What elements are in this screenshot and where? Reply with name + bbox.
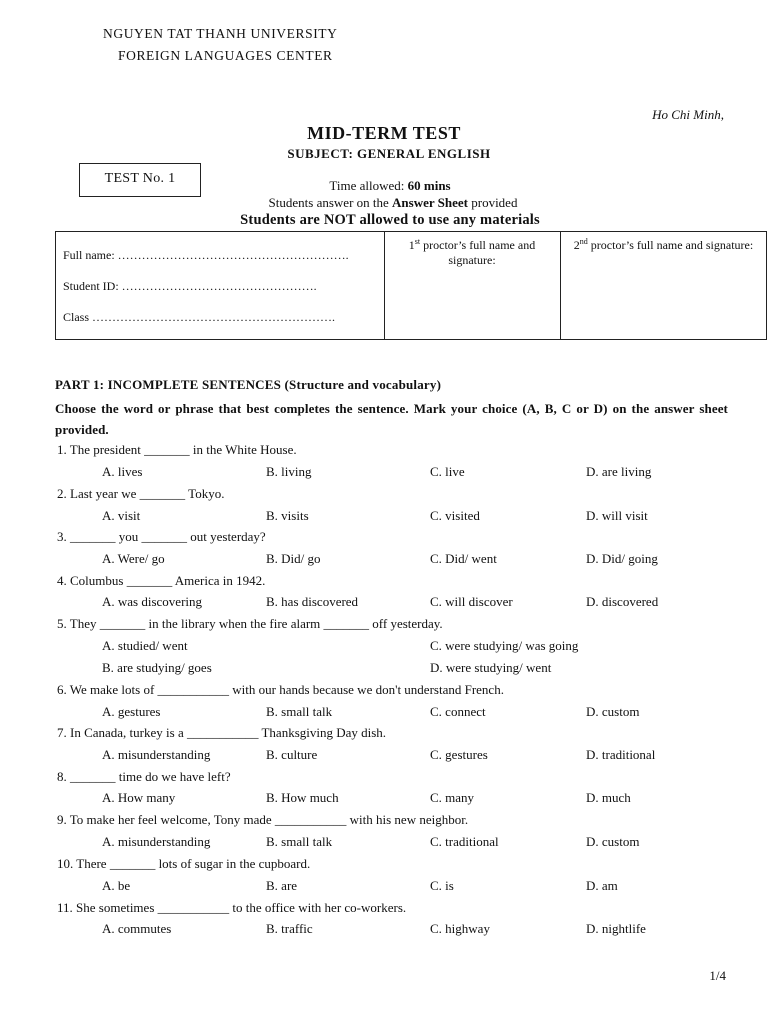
question-text: 2. Last year we _______ Tokyo. (57, 486, 225, 501)
exam-subject: SUBJECT: GENERAL ENGLISH (287, 146, 491, 161)
option-d: D. am (586, 878, 618, 893)
proctor1-label: proctor’s full name and signature: (420, 238, 536, 267)
question-text: 11. She sometimes ___________ to the office with her co-workers. (57, 900, 407, 915)
proctor1-cell (384, 232, 561, 339)
option-c: C. connect (430, 704, 486, 719)
option-d: D. are living (586, 464, 652, 479)
option-c: C. were studying/ was going (430, 638, 579, 653)
answer-instruction (0, 195, 768, 211)
option-b: B. visits (266, 508, 309, 523)
proctor2-label: proctor’s full name and signature: (587, 238, 754, 252)
exam-title: MID-TERM TEST (307, 123, 461, 143)
question-text: 6. We make lots of ___________ with our hands because we don't understand French. (57, 682, 504, 697)
question-text: 10. There _______ lots of sugar in the cupboard. (57, 856, 311, 871)
question-text: 8. _______ time do we have left? (57, 769, 231, 784)
option-a: A. commutes (102, 921, 172, 936)
university-name: NGUYEN TAT THANH UNIVERSITY (103, 26, 338, 41)
materials-warning: Students are NOT allowed to use any materials (240, 212, 540, 228)
student-id-field: Student ID: …………………………………………. (63, 279, 317, 293)
option-d: D. were studying/ went (430, 660, 552, 675)
option-c: C. will discover (430, 594, 513, 609)
option-b: B. has discovered (266, 594, 359, 609)
option-b: B. culture (266, 747, 318, 762)
option-c: C. Did/ went (430, 551, 497, 566)
option-d: D. Did/ going (586, 551, 658, 566)
option-a: A. Were/ go (102, 551, 165, 566)
time-value: 60 mins (407, 178, 451, 193)
option-d: D. custom (586, 834, 640, 849)
option-c: C. is (430, 878, 454, 893)
option-d: D. traditional (586, 747, 656, 762)
time-allowed (0, 178, 768, 194)
proctor1-number: 1 (408, 238, 415, 252)
option-d: D. custom (586, 704, 640, 719)
question-text: 5. They _______ in the library when the fire alarm _______ off yesterday. (57, 616, 443, 631)
option-b: B. small talk (266, 834, 333, 849)
class-field: Class ……………………………………………………. (63, 310, 336, 324)
institution-header (103, 26, 338, 70)
option-c: C. traditional (430, 834, 499, 849)
option-a: A. lives (102, 464, 143, 479)
option-d: D. discovered (586, 594, 659, 609)
full-name-field: Full name: …………………………………………………. (63, 248, 349, 262)
proctor2-ordinal: nd (579, 237, 588, 246)
time-label: Time allowed: (329, 178, 408, 193)
answer-sheet-label: Answer Sheet (392, 195, 468, 210)
proctor2-cell (561, 232, 766, 339)
question-text: 7. In Canada, turkey is a ___________ Thanksgiving Day dish. (57, 725, 387, 740)
option-a: A. visit (102, 508, 141, 523)
option-d: D. will visit (586, 508, 648, 523)
option-a: A. How many (102, 790, 176, 805)
option-b: B. traffic (266, 921, 313, 936)
option-b: B. are (266, 878, 298, 893)
option-a: A. gestures (102, 704, 161, 719)
student-info-table (55, 231, 767, 340)
part1-title: PART 1: INCOMPLETE SENTENCES (Structure and vocabulary) (55, 377, 442, 392)
proctor2-number: 2 (573, 238, 580, 252)
option-b: B. are studying/ goes (102, 660, 212, 675)
option-a: A. misunderstanding (102, 747, 211, 762)
option-a: A. was discovering (102, 594, 203, 609)
option-c: C. highway (430, 921, 490, 936)
option-c: C. gestures (430, 747, 488, 762)
test-number-box: TEST No. 1 (79, 163, 201, 197)
option-a: A. misunderstanding (102, 834, 211, 849)
center-name: FOREIGN LANGUAGES CENTER (118, 48, 333, 63)
page-number: 1/4 (709, 968, 726, 983)
option-a: A. be (102, 878, 131, 893)
option-c: C. live (430, 464, 465, 479)
proctor1-ordinal: st (414, 237, 421, 246)
option-b: B. How much (266, 790, 339, 805)
option-a: A. studied/ went (102, 638, 188, 653)
question-text: 3. _______ you _______ out yesterday? (57, 529, 266, 544)
student-details-cell (56, 232, 385, 339)
option-b: B. Did/ go (266, 551, 321, 566)
question-text: 4. Columbus _______ America in 1942. (57, 573, 266, 588)
part1-instructions: Choose the word or phrase that best completes the sentence. Mark your choice (A, B, C or D) on the answer sheet provided. (55, 401, 728, 437)
question-text: 9. To make her feel welcome, Tony made ___________ with his new neighbor. (57, 812, 469, 827)
question-text: 1. The president _______ in the White House. (57, 442, 297, 457)
option-d: D. nightlife (586, 921, 646, 936)
option-c: C. visited (430, 508, 480, 523)
option-d: D. much (586, 790, 631, 805)
option-b: B. living (266, 464, 312, 479)
option-b: B. small talk (266, 704, 333, 719)
answer-prefix: Students answer on the (268, 195, 393, 210)
place-date: Ho Chi Minh, (652, 107, 724, 122)
option-c: C. many (430, 790, 475, 805)
answer-suffix: provided (467, 195, 518, 210)
